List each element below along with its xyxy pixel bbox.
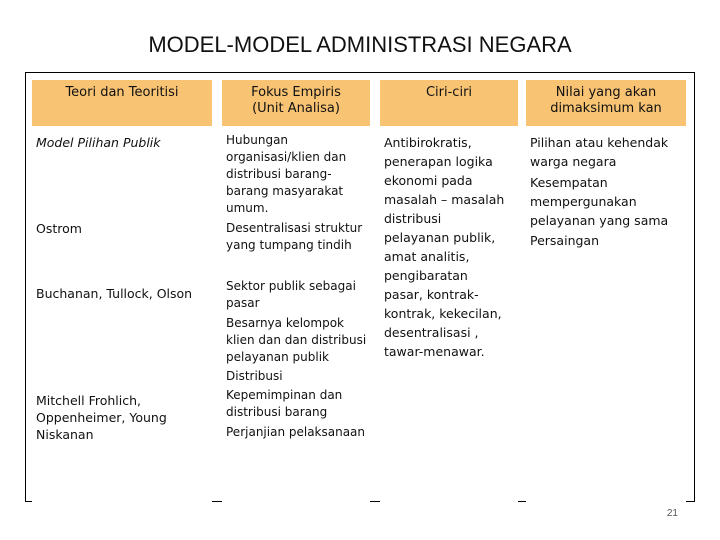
header-empirical-focus [222,80,370,126]
focus-line: pelayanan publik [226,350,329,364]
column-characteristics [380,128,518,502]
header-characteristics-label: Ciri-ciri [425,85,473,100]
trait-line: distribusi [384,211,442,226]
focus-line: Kepemimpinan dan [226,388,343,402]
header-values [526,80,686,126]
header-characteristics [380,80,518,126]
header-empirical-focus-line1: Fokus Empiris [251,85,341,100]
cell-niskanan: Niskanan [36,427,94,442]
value-line: Kesempatan [530,175,608,190]
trait-line: pasar, kontrak- [384,287,479,302]
header-empirical-focus-line2: (Unit Analisa) [252,101,340,116]
page-number: 21 [666,508,678,519]
column-empirical-focus [222,128,370,502]
header-theory [32,80,212,126]
cell-frohlich-line2: Oppenheimer, Young [36,410,167,425]
trait-line: pengibaratan [384,268,468,283]
focus-line: barang masyarakat [226,184,344,198]
focus-line: yang tumpang tindih [226,238,352,252]
header-theory-label: Teori dan Teoritisi [65,85,179,100]
value-line: mempergunakan [530,194,637,209]
value-line: warga negara [530,154,617,169]
cell-frohlich-line1: Mitchell Frohlich, [36,393,141,408]
cell-buchanan: Buchanan, Tullock, Olson [36,286,193,301]
trait-line: desentralisasi , [384,325,479,340]
column-values [526,128,686,502]
focus-line: Perjanjian pelaksanaan [226,425,366,439]
focus-line: distribusi barang [226,405,328,419]
focus-line: pasar [226,296,260,310]
value-line: pelayanan yang sama [530,213,669,228]
focus-line: umum. [226,201,269,215]
trait-line: Antibirokratis, [384,135,472,150]
cell-ostrom: Ostrom [36,221,82,236]
trait-line: penerapan logika [384,154,493,169]
trait-line: ekonomi pada [384,173,473,188]
focus-line: Sektor publik sebagai [226,279,356,293]
header-values-line2: dimaksimum kan [550,101,662,116]
slide-title: MODEL-MODEL ADMINISTRASI NEGARA [148,32,572,57]
trait-line: kontrak, kekecilan, [384,306,502,321]
focus-line: distribusi barang- [226,167,332,181]
value-line: Persaingan [530,233,600,248]
trait-line: amat analitis, [384,249,470,264]
header-values-line1: Nilai yang akan [555,85,657,100]
column-theory [32,128,212,502]
cell-model-name: Model Pilihan Publik [36,135,161,150]
trait-line: tawar-menawar. [384,344,485,359]
focus-line: Besarnya kelompok [226,316,344,330]
trait-line: masalah – masalah [384,192,505,207]
focus-line: Desentralisasi struktur [226,221,363,235]
trait-line: pelayanan publik, [384,230,496,245]
focus-line: organisasi/klien dan [226,150,347,164]
value-line: Pilihan atau kehendak [530,135,669,150]
focus-line: Distribusi [226,369,283,383]
focus-line: Hubungan [226,133,289,147]
focus-line: klien dan dan distribusi [226,333,367,347]
